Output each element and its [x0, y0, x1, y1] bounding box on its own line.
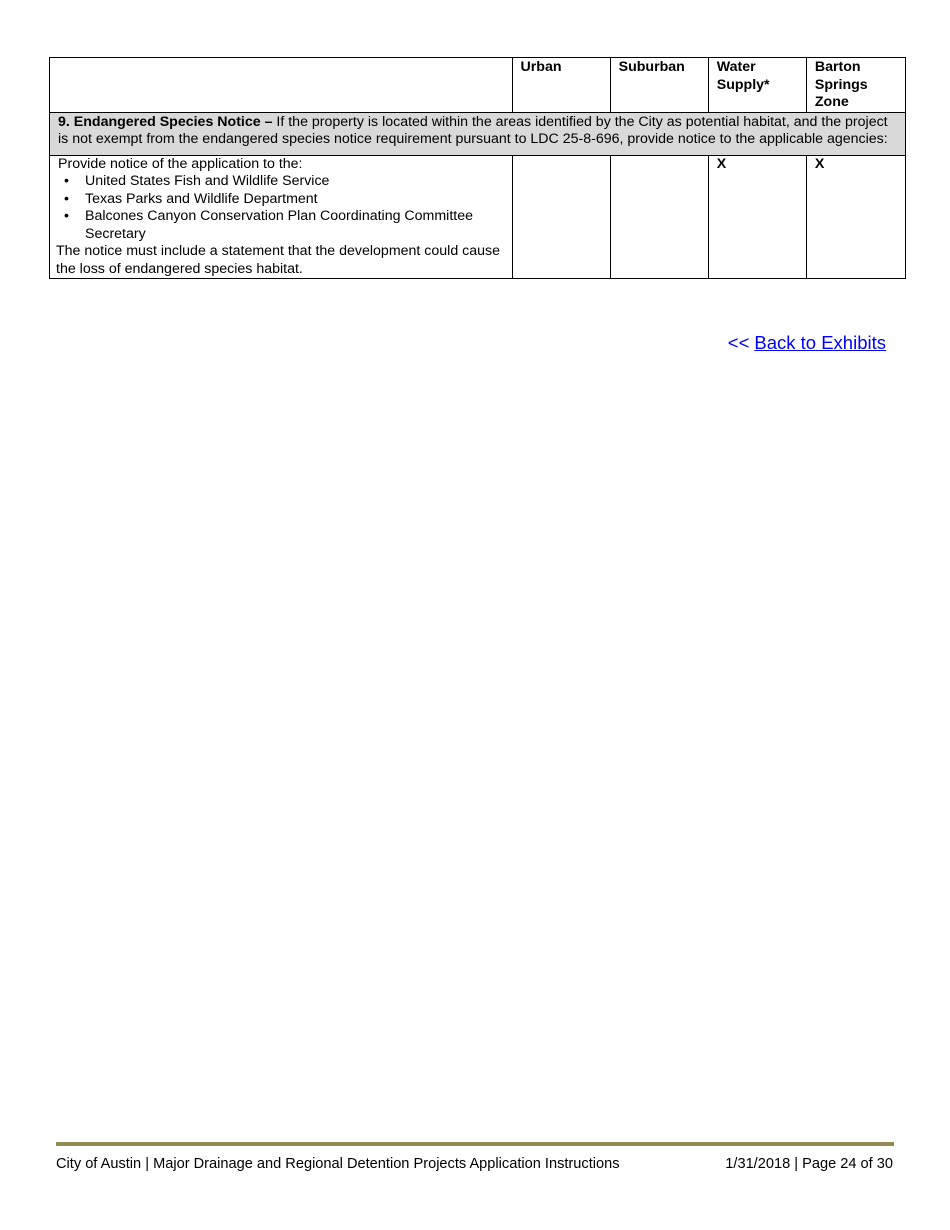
table-header-row — [50, 58, 906, 113]
footer-page-info: 1/31/2018 | Page 24 of 30 — [725, 1156, 893, 1172]
list-item — [64, 190, 508, 209]
cell-water-supply: X — [708, 155, 806, 279]
table-row — [50, 155, 906, 279]
header-description — [50, 58, 513, 113]
header-suburban: Suburban — [610, 58, 708, 113]
header-barton-springs: Barton Springs Zone — [806, 58, 905, 113]
cell-barton-springs: X — [806, 155, 905, 279]
requirement-description — [50, 155, 513, 279]
notice-text: If the property is located within the areas identified by the City as potential habitat, and the project is not exempt from the endangered species notice requirement pursuant to LDC 25-8-696, provide notice to the applicable agencies: — [58, 113, 888, 147]
requirement-closing: The notice must include a statement that the development could cause the loss of endangered species habitat. — [56, 243, 501, 277]
back-to-exhibits-link[interactable]: Back to Exhibits — [754, 332, 886, 353]
agency-name: Texas Parks and Wildlife Department — [85, 190, 318, 207]
cell-urban — [512, 155, 610, 279]
bullet-icon: • — [64, 173, 69, 189]
agency-list — [58, 173, 508, 243]
header-urban: Urban — [512, 58, 610, 113]
header-water-supply: Water Supply* — [708, 58, 806, 113]
back-arrows: << — [727, 332, 750, 353]
footer-divider — [56, 1142, 894, 1146]
cell-suburban — [610, 155, 708, 279]
agency-name: Balcones Canyon Conservation Plan Coordinating Committee Secretary — [85, 208, 474, 242]
bullet-icon: • — [64, 208, 69, 224]
notice-title: 9. Endangered Species Notice – — [58, 113, 273, 130]
requirement-intro: Provide notice of the application to the: — [58, 155, 303, 172]
bullet-icon: • — [64, 190, 69, 207]
list-item — [64, 173, 508, 191]
notice-cell — [50, 112, 906, 155]
agency-name: United States Fish and Wildlife Service — [85, 173, 330, 189]
back-navigation — [728, 332, 886, 354]
list-item — [64, 208, 508, 243]
notice-row — [50, 112, 906, 155]
requirements-table — [49, 57, 906, 279]
footer-document-title: City of Austin | Major Drainage and Regional Detention Projects Application Instructions — [56, 1156, 620, 1172]
